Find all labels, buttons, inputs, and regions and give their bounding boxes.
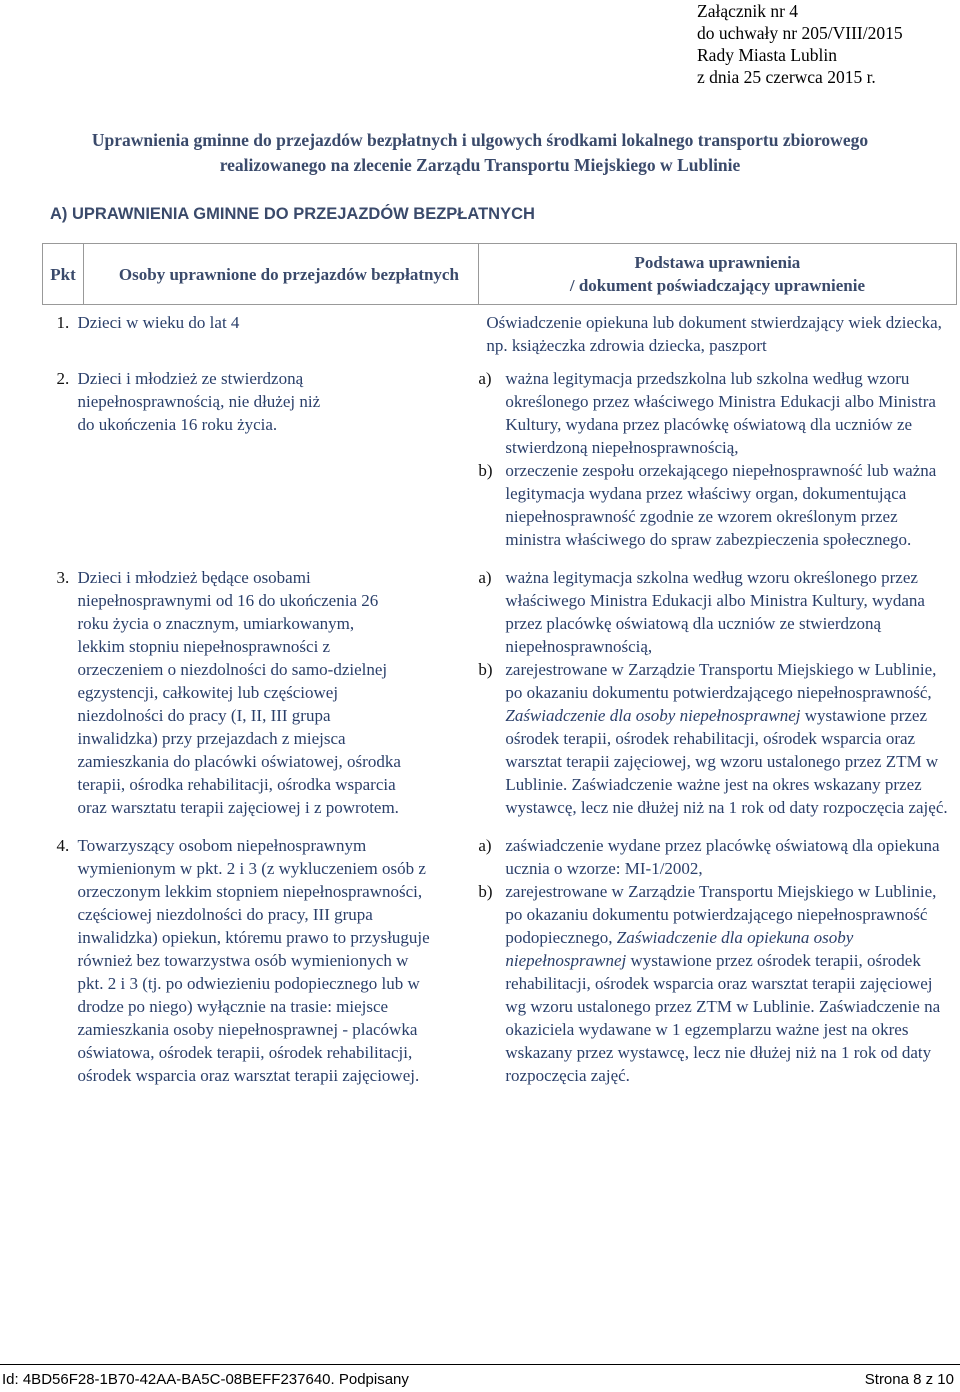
title-line-1: Uprawnienia gminne do przejazdów bezpłatnych i ulgowych środkami lokalnego transportu zbiorowego [91, 130, 869, 150]
page-number: Strona 8 z 10 [864, 1371, 954, 1388]
council-name: Rady Miasta Lublin [697, 45, 837, 65]
item-label: b) [478, 461, 493, 480]
certificate-name: Zaświadczenie dla opiekuna osoby niepełnosprawnej [505, 928, 854, 970]
header-basis [478, 244, 956, 305]
row-number: 1. [56, 313, 70, 332]
item-label: a) [478, 568, 492, 587]
item-text-part-1: zarejestrowane w Zarządzie Transportu Miejskiego w Lublinie, po okazaniu dokumentu potwierdzającego niepełnosprawność, [505, 660, 937, 702]
basis-item-a [478, 566, 956, 658]
item-text: orzeczenie zespołu orzekającego niepełnosprawność lub ważna legitymacja wydana przez właściwy organ, dokumentująca niepełnosprawność zgodnie ze wzorem określonym przez ministra właściwego do spraw zabezpieczenia społecznego. [505, 461, 937, 549]
item-text-part-2: wystawione przez ośrodek terapii, ośrodek rehabilitacji, ośrodek wsparcia oraz warsztat terapii zajęciowej, wg wzoru ustalonego przez ZTM w Lublinie. Zaświadczenie ważne jest na okres wskazany przez wystawcę, lecz nie dłużej niż na 1 rok od daty rozpoczęcia zajęć. [505, 706, 948, 817]
entitlements-table [42, 243, 957, 1087]
item-text-part-2: wystawione przez ośrodek terapii, ośrodek rehabilitacji, ośrodek wsparcia oraz warsztat terapii zajęciowej wg wzoru ustalonego przez ZTM w Lublinie. Zaświadczenie na okaziciela wydawane w 1 egzemplarzu ważne jest na okres wskazany przez wystawcę, lecz nie dłużej niż na 1 rok od daty rozpoczęcia zajęć. [505, 951, 941, 1085]
resolution-number: do uchwały nr 205/VIII/2015 [697, 23, 903, 43]
header-persons: Osoby uprawnione do przejazdów bezpłatnych [83, 244, 478, 305]
item-label: b) [478, 660, 493, 679]
row-number: 3. [56, 568, 70, 587]
section-title: A) UPRAWNIENIA GMINNE DO PRZEJAZDÓW BEZPŁATNYCH [50, 205, 535, 223]
table-row [43, 819, 957, 1087]
row-persons: Dzieci w wieku do lat 4 [77, 313, 240, 332]
row-persons: Dzieci i młodzież będące osobami niepełnosprawnymi od 16 do ukończenia 26 roku życia o znacznym, umiarkowanym, lekkim stopniu niepełnosprawności z orzeczeniem o niezdolności do samo-dzielnej egzystencji, całkowitej lub częściowej niezdolności do pracy (I, II, III grupa inwalidzka) przy przejazdach z miejsca zamieszkania do placówki oświatowej, ośrodka terapii, ośrodka rehabilitacji, ośrodka wsparcia oraz warsztatu terapii zajęciowej i z powrotem. [77, 568, 401, 817]
item-text: ważna legitymacja przedszkolna lub szkolna według wzoru określonego przez właściwego Ministra Edukacji albo Ministra Kultury, wydana przez placówkę oświatową dla uczniów ze stwierdzoną niepełnosprawnością, [505, 369, 936, 457]
header-basis-line-1: Podstawa uprawnienia [634, 253, 801, 272]
attachment-number: Załącznik nr 4 [697, 1, 799, 21]
row-basis: Oświadczenie opiekuna lub dokument stwierdzający wiek dziecka, np. książeczka zdrowia dziecka, paszport [486, 313, 942, 355]
header-basis-line-2: / dokument poświadczający uprawnienie [569, 276, 866, 295]
document-id: Id: 4BD56F28-1B70-42AA-BA5C-08BEFF237640. Podpisany [2, 1371, 409, 1388]
resolution-date: z dnia 25 czerwca 2015 r. [697, 67, 876, 87]
row-persons: Towarzyszący osobom niepełnosprawnym wymienionym w pkt. 2 i 3 (z wykluczeniem osób z orzeczonym lekkim stopniem niepełnosprawności, częściowej niezdolności do pracy, III grupa inwalidzka) opiekun, któremu prawo to przysługuje również bez towarzystwa osób wymienionych w pkt. 2 i 3 (tj. po odwiezieniu podopiecznego lub w drodze po niego) wyłącznie na trasie: miejsce zamieszkania osoby niepełnosprawnej - placówka oświatowa, ośrodek terapii, ośrodek rehabilitacji, ośrodek wsparcia oraz warsztat terapii zajęciowej. [77, 836, 430, 1085]
item-label: a) [478, 369, 492, 388]
document-title [10, 128, 950, 178]
title-line-2: realizowanego na zlecenie Zarządu Transportu Miejskiego w Lublinie [219, 155, 741, 175]
row-number: 2. [56, 369, 70, 388]
attachment-header [697, 0, 903, 88]
basis-item-a [478, 367, 956, 459]
item-label: b) [478, 882, 493, 901]
page-footer [0, 1364, 960, 1392]
basis-item-b [478, 658, 956, 819]
item-text: zaświadczenie wydane przez placówkę oświatową dla opiekuna ucznia o wzorze: MI-1/2002, [505, 836, 940, 878]
header-pkt: Pkt [43, 244, 84, 305]
table-row [43, 305, 957, 358]
table-row [43, 551, 957, 819]
row-persons: Dzieci i młodzież ze stwierdzoną niepełnosprawnością, nie dłużej niż do ukończenia 16 roku życia. [77, 369, 321, 434]
certificate-name: Zaświadczenie dla osoby niepełnosprawnej [505, 706, 801, 725]
basis-item-a [478, 834, 956, 880]
item-text: ważna legitymacja szkolna według wzoru określonego przez właściwego Ministra Edukacji albo Ministra Kultury, wydana przez placówkę oświatową dla uczniów ze stwierdzoną niepełnosprawnością, [505, 568, 925, 656]
row-number: 4. [56, 836, 70, 855]
basis-item-b [478, 880, 956, 1087]
item-text [505, 880, 956, 1087]
basis-item-b [478, 459, 956, 551]
item-label: a) [478, 836, 492, 855]
item-text [505, 658, 956, 819]
table-row [43, 357, 957, 551]
table-header-row [43, 244, 957, 305]
item-text-part-1: zarejestrowane w Zarządzie Transportu Miejskiego w Lublinie, po okazaniu dokumentu potwierdzającego niepełnosprawność podopiecznego, [505, 882, 937, 947]
